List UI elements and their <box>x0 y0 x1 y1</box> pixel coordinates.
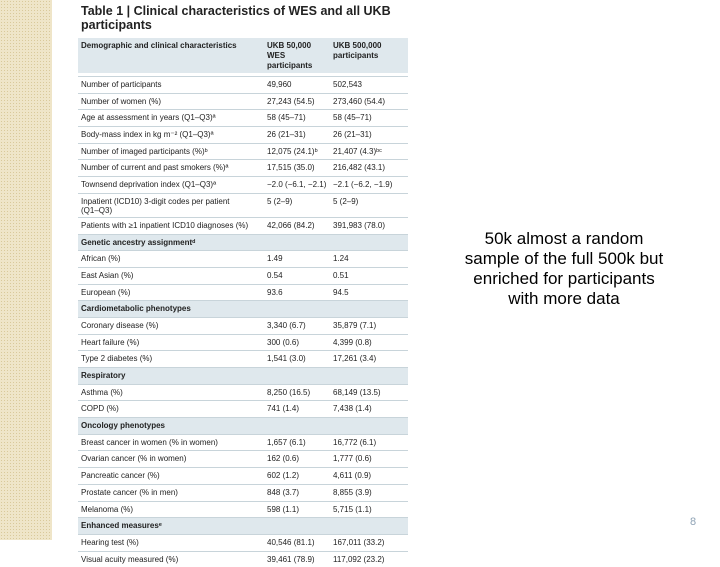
row-label: East Asian (%) <box>81 270 134 280</box>
table-row <box>78 284 408 301</box>
row-label: COPD (%) <box>81 404 119 414</box>
all-value: 0.51 <box>333 270 349 280</box>
wes-value: 40,546 (81.1) <box>267 537 315 547</box>
table-row <box>78 159 408 176</box>
table-row <box>78 317 408 334</box>
table-row <box>78 143 408 160</box>
section-header-row <box>78 517 408 534</box>
row-label: Inpatient (ICD10) 3-digit codes per patient (Q1–Q3) <box>81 196 230 215</box>
table-row <box>78 467 408 484</box>
table-row <box>78 450 408 467</box>
header-all: UKB 500,000 participants <box>333 41 382 60</box>
section-label: Oncology phenotypes <box>81 421 166 431</box>
wes-value: 1,541 (3.0) <box>267 354 306 364</box>
wes-value: 1,657 (6.1) <box>267 437 306 447</box>
all-value: 94.5 <box>333 287 349 297</box>
section-label: Cardiometabolic phenotypes <box>81 304 191 314</box>
all-value: 17,261 (3.4) <box>333 354 377 364</box>
all-value: 167,011 (33.2) <box>333 537 385 547</box>
all-value: 21,407 (4.3)ᵇᶜ <box>333 146 382 156</box>
wes-value: 26 (21–31) <box>267 130 306 140</box>
page-number: 8 <box>690 516 697 528</box>
row-label: Townsend deprivation index (Q1–Q3)ª <box>81 180 217 190</box>
wes-value: 5 (2–9) <box>267 196 293 206</box>
wes-value: 8,250 (16.5) <box>267 387 311 397</box>
section-label: Genetic ancestry assignmentᵈ <box>81 237 196 247</box>
row-label: Number of participants <box>81 80 162 89</box>
all-value: 1.24 <box>333 254 349 264</box>
all-value: 502,543 <box>333 80 362 89</box>
table-row <box>78 551 408 567</box>
all-value: 4,611 (0.9) <box>333 471 372 481</box>
all-value: 68,149 (13.5) <box>333 387 381 397</box>
header-characteristics: Demographic and clinical characteristics <box>81 41 237 50</box>
wes-value: 12,075 (24.1)ᵇ <box>267 146 318 156</box>
table-row <box>78 334 408 351</box>
wes-value: 1.49 <box>267 254 283 264</box>
all-value: 16,772 (6.1) <box>333 437 377 447</box>
wes-value: 741 (1.4) <box>267 404 300 414</box>
all-value: 1,777 (0.6) <box>333 454 372 464</box>
wes-value: 3,340 (6.7) <box>267 320 306 330</box>
decorative-side-strip <box>0 0 52 540</box>
table-row <box>78 93 408 110</box>
table-row <box>78 400 408 417</box>
all-value: 35,879 (7.1) <box>333 320 377 330</box>
row-label: Asthma (%) <box>81 387 123 397</box>
wes-value: 602 (1.2) <box>267 471 300 481</box>
table-row <box>78 126 408 143</box>
row-label: Number of imaged participants (%)ᵇ <box>81 146 208 156</box>
row-label: European (%) <box>81 287 131 297</box>
table-body <box>78 76 408 567</box>
section-label: Enhanced measuresᵉ <box>81 521 162 531</box>
wes-value: 162 (0.6) <box>267 454 300 464</box>
table-title: Table 1 | Clinical characteristics of WES and all UKB participants <box>81 4 391 32</box>
all-value: 8,855 (3.9) <box>333 487 372 497</box>
wes-value: 17,515 (35.0) <box>267 163 315 173</box>
table-row <box>78 384 408 401</box>
all-value: 7,438 (1.4) <box>333 404 372 414</box>
all-value: 4,399 (0.8) <box>333 337 372 347</box>
table-row <box>78 434 408 451</box>
section-header-row <box>78 417 408 434</box>
row-label: Prostate cancer (% in men) <box>81 487 178 497</box>
wes-value: 49,960 <box>267 80 292 89</box>
row-label: Melanoma (%) <box>81 504 134 514</box>
wes-value: 848 (3.7) <box>267 487 300 497</box>
all-value: 5,715 (1.1) <box>333 504 372 514</box>
section-header-row <box>78 367 408 384</box>
wes-value: −2.0 (−6.1, −2.1) <box>267 180 327 190</box>
table-row <box>78 109 408 126</box>
table-row <box>78 176 408 193</box>
row-label: Body-mass index in kg m⁻² (Q1–Q3)ª <box>81 130 214 140</box>
wes-value: 93.6 <box>267 287 283 297</box>
wes-value: 42,066 (84.2) <box>267 220 315 230</box>
table-header <box>78 38 408 73</box>
row-label: Number of women (%) <box>81 96 162 106</box>
all-value: 26 (21–31) <box>333 130 372 140</box>
row-label: Breast cancer in women (% in women) <box>81 437 218 447</box>
all-value: 273,460 (54.4) <box>333 96 386 106</box>
row-label: Ovarian cancer (% in women) <box>81 454 187 464</box>
all-value: 58 (45–71) <box>333 113 372 123</box>
row-label: Patients with ≥1 inpatient ICD10 diagnoses (%) <box>81 220 249 230</box>
section-header-row <box>78 234 408 251</box>
slide-annotation: 50k almost a random sample of the full 500k but enriched for participants with more data <box>464 229 664 308</box>
table-row <box>78 484 408 501</box>
clinical-characteristics-table <box>78 0 408 564</box>
row-label: Number of current and past smokers (%)ª <box>81 163 229 173</box>
table-row <box>78 193 408 217</box>
row-label: African (%) <box>81 254 121 264</box>
wes-value: 39,461 (78.9) <box>267 554 315 564</box>
wes-value: 300 (0.6) <box>267 337 300 347</box>
wes-value: 0.54 <box>267 270 283 280</box>
all-value: −2.1 (−6.2, −1.9) <box>333 180 393 190</box>
section-label: Respiratory <box>81 371 126 380</box>
table-row <box>78 350 408 367</box>
table-row <box>78 534 408 551</box>
table-row <box>78 267 408 284</box>
table-row <box>78 76 408 93</box>
section-header-row <box>78 300 408 317</box>
table-row <box>78 217 408 234</box>
wes-value: 58 (45–71) <box>267 113 306 123</box>
row-label: Type 2 diabetes (%) <box>81 354 153 364</box>
all-value: 391,983 (78.0) <box>333 220 386 230</box>
table-row <box>78 250 408 267</box>
row-label: Hearing test (%) <box>81 537 139 547</box>
row-label: Coronary disease (%) <box>81 320 159 330</box>
wes-value: 598 (1.1) <box>267 504 300 514</box>
table-row <box>78 501 408 518</box>
row-label: Age at assessment in years (Q1–Q3)ª <box>81 113 216 123</box>
row-label: Heart failure (%) <box>81 337 140 347</box>
wes-value: 27,243 (54.5) <box>267 96 315 106</box>
row-label: Pancreatic cancer (%) <box>81 471 160 481</box>
row-label: Visual acuity measured (%) <box>81 554 179 564</box>
all-value: 117,092 (23.2) <box>333 554 385 564</box>
header-wes: UKB 50,000 WES participants <box>267 41 313 70</box>
all-value: 5 (2–9) <box>333 196 359 206</box>
all-value: 216,482 (43.1) <box>333 163 386 173</box>
